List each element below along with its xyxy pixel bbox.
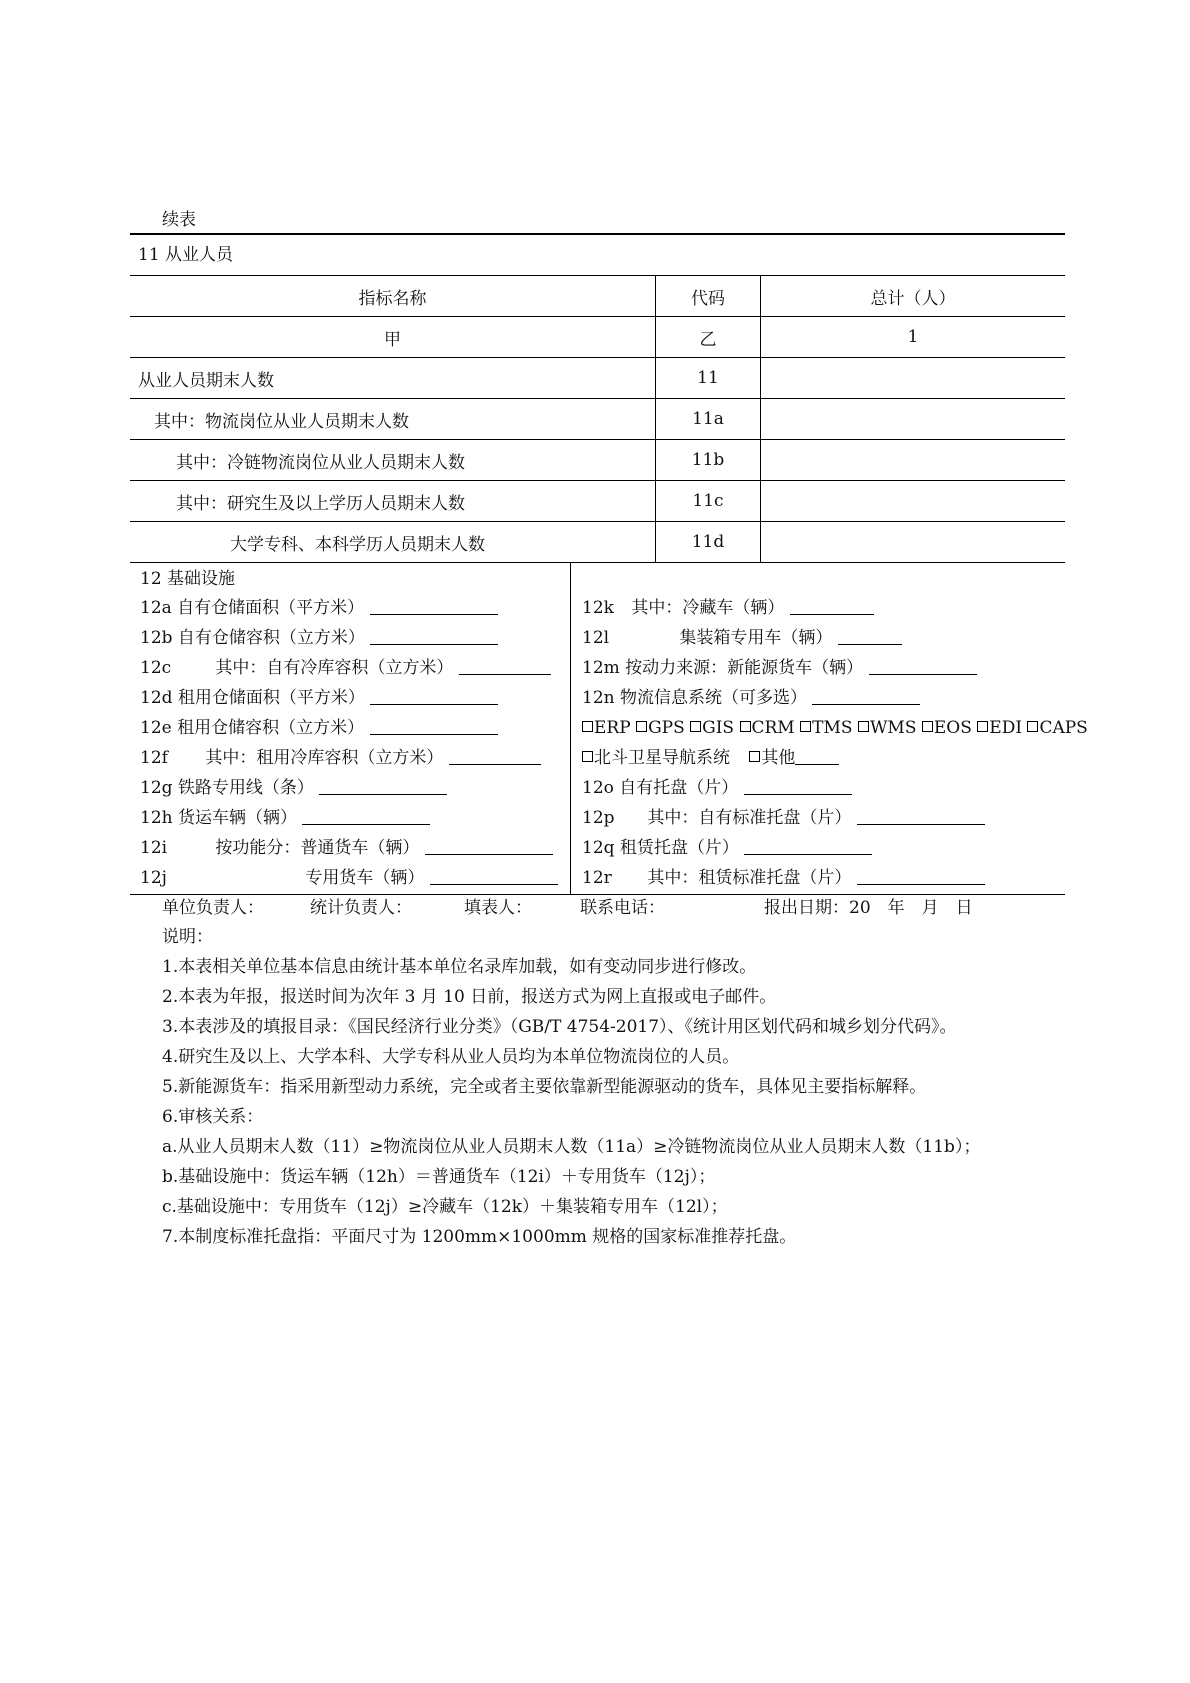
- field-code: 12q: [582, 838, 615, 858]
- note-item: 5.新能源货车：指采用新型动力系统，完全或者主要依靠新型能源驱动的货车，具体见主要指标解释。: [162, 1077, 927, 1097]
- field-12f-input[interactable]: [449, 746, 541, 765]
- table-subheader-row: [130, 317, 1065, 358]
- field-label: 自有仓储面积（平方米）: [177, 598, 365, 618]
- field-12a: [140, 593, 565, 623]
- infrastructure-right-column: [582, 593, 1088, 893]
- field-12r: [582, 863, 1062, 893]
- note-item: 1.本表相关单位基本信息由统计基本单位名录库加载，如有变动同步进行修改。: [162, 957, 757, 977]
- field-code: 12h: [140, 808, 173, 828]
- field-code: 12f: [140, 748, 168, 768]
- field-label: 物流信息系统（可多选）: [620, 688, 807, 708]
- field-12g: [140, 773, 565, 803]
- row-name: 其中：物流岗位从业人员期末人数: [130, 399, 656, 440]
- table-row: [130, 481, 1065, 522]
- option-eos[interactable]: EOS: [922, 718, 972, 738]
- field-label: 按功能分：普通货车（辆）: [215, 838, 420, 858]
- column-divider: [570, 563, 571, 894]
- checkbox-icon: [582, 751, 593, 762]
- field-label: 按动力来源：新能源货车（辆）: [625, 658, 864, 678]
- checkbox-icon: [800, 721, 811, 732]
- option-caps[interactable]: CAPS: [1027, 718, 1087, 738]
- field-12m-input[interactable]: [869, 656, 977, 675]
- field-code: 12m: [582, 658, 620, 678]
- note-item: 6.审核关系：: [162, 1107, 264, 1127]
- row-name: 大学专科、本科学历人员期末人数: [130, 522, 656, 563]
- field-code: 12i: [140, 838, 168, 858]
- phone-label: 联系电话：: [580, 898, 665, 918]
- field-12o-input[interactable]: [744, 776, 852, 795]
- header-code: 代码: [656, 276, 761, 317]
- subheader-name: 甲: [130, 317, 656, 358]
- field-12g-input[interactable]: [319, 776, 447, 795]
- field-12n: [582, 683, 1062, 713]
- table-row: [130, 358, 1065, 399]
- field-12j: [140, 863, 565, 893]
- field-code: 12p: [582, 808, 615, 828]
- note-item: 4.研究生及以上、大学本科、大学专科从业人员均为本单位物流岗位的人员。: [162, 1047, 740, 1067]
- field-label: 租赁托盘（片）: [619, 838, 739, 858]
- field-12c: [140, 653, 565, 683]
- checkbox-icon: [749, 751, 760, 762]
- employees-table: [130, 276, 1065, 563]
- checkbox-icon: [690, 721, 701, 732]
- header-total: 总计（人）: [761, 276, 1066, 317]
- section-12: [130, 563, 1088, 895]
- row-total-cell[interactable]: [761, 522, 1066, 563]
- field-label: 其中：自有标准托盘（片）: [647, 808, 852, 828]
- row-code: 11a: [656, 399, 761, 440]
- infrastructure-left-column: [140, 593, 565, 893]
- note-item: c.基础设施中：专用货车（12j）≥冷藏车（12k）＋集装箱专用车（12l）；: [162, 1197, 728, 1217]
- field-code: 12a: [140, 598, 172, 618]
- field-12h-input[interactable]: [302, 806, 430, 825]
- option-edi[interactable]: EDI: [977, 718, 1022, 738]
- field-12f: [140, 743, 565, 773]
- table-row: [130, 399, 1065, 440]
- field-12e-input[interactable]: [370, 716, 498, 735]
- header-name: 指标名称: [130, 276, 656, 317]
- filler-label: 填表人：: [464, 898, 532, 918]
- option-erp[interactable]: ERP: [582, 718, 631, 738]
- field-12d-input[interactable]: [370, 686, 498, 705]
- row-total-cell[interactable]: [761, 358, 1066, 399]
- row-total-cell[interactable]: [761, 399, 1066, 440]
- field-label: 租用仓储面积（平方米）: [177, 688, 365, 708]
- note-item: 3.本表涉及的填报目录：《国民经济行业分类》（GB/T 4754-2017）、《统计用区划代码和城乡划分代码》。: [162, 1017, 957, 1037]
- field-12r-input[interactable]: [857, 866, 985, 885]
- field-label: 集装箱专用车（辆）: [679, 628, 833, 648]
- field-12i: [140, 833, 565, 863]
- option-gps[interactable]: GPS: [636, 718, 685, 738]
- field-label: 铁路专用线（条）: [177, 778, 314, 798]
- row-name: 从业人员期末人数: [130, 358, 656, 399]
- field-code: 12n: [582, 688, 615, 708]
- signature-row: [162, 893, 1062, 923]
- unit-head-label: 单位负责人：: [162, 898, 264, 918]
- field-12q: [582, 833, 1062, 863]
- systems-options-row-1: [582, 713, 1088, 743]
- notes-title: 说明：: [162, 927, 213, 947]
- row-code: 11d: [656, 522, 761, 563]
- row-total-cell[interactable]: [761, 481, 1066, 522]
- field-label: 租用仓储容积（立方米）: [177, 718, 365, 738]
- field-label: 其中：租赁标准托盘（片）: [647, 868, 852, 888]
- field-12p-input[interactable]: [857, 806, 985, 825]
- table-header-row: [130, 276, 1065, 317]
- field-12p: [582, 803, 1062, 833]
- field-label: 其中：冷藏车（辆）: [631, 598, 785, 618]
- section-11-title: 11 从业人员: [130, 235, 1065, 276]
- field-12q-input[interactable]: [744, 836, 872, 855]
- section-12-title: 12 基础设施: [140, 569, 236, 589]
- note-item: 2.本表为年报，报送时间为次年 3 月 10 日前，报送方式为网上直报或电子邮件。: [162, 987, 777, 1007]
- field-12l: [582, 623, 1062, 653]
- option-other-input[interactable]: [795, 746, 839, 765]
- subheader-total: 1: [761, 317, 1066, 358]
- checkbox-icon: [582, 721, 593, 732]
- systems-options-row-2: [582, 743, 1062, 773]
- field-code: 12d: [140, 688, 173, 708]
- field-12o: [582, 773, 1062, 803]
- continued-label: 续表: [162, 210, 196, 230]
- stat-head-label: 统计负责人：: [310, 898, 412, 918]
- field-code: 12j: [140, 868, 167, 888]
- field-code: 12r: [582, 868, 612, 888]
- field-12k-input[interactable]: [790, 596, 874, 615]
- row-total-cell[interactable]: [761, 440, 1066, 481]
- note-item: 7.本制度标准托盘指：平面尺寸为 1200mm×1000mm 规格的国家标准推荐托盘。: [162, 1227, 797, 1247]
- field-code: 12e: [140, 718, 172, 738]
- field-12j-input[interactable]: [430, 866, 558, 885]
- option-wms[interactable]: WMS: [858, 718, 917, 738]
- field-12d: [140, 683, 565, 713]
- field-12c-input[interactable]: [459, 656, 551, 675]
- checkbox-icon: [858, 721, 869, 732]
- field-12i-input[interactable]: [425, 836, 553, 855]
- note-item: a.从业人员期末人数（11）≥物流岗位从业人员期末人数（11a）≥冷链物流岗位从业人员期末人数（11b）；: [162, 1137, 981, 1157]
- notes-section: [162, 922, 1082, 1252]
- field-12e: [140, 713, 565, 743]
- field-12k: [582, 593, 1062, 623]
- row-code: 11: [656, 358, 761, 399]
- checkbox-icon: [1027, 721, 1038, 732]
- field-12l-input[interactable]: [838, 626, 902, 645]
- checkbox-icon: [636, 721, 647, 732]
- row-code: 11c: [656, 481, 761, 522]
- option-other[interactable]: 其他: [749, 748, 839, 768]
- field-label: 专用货车（辆）: [305, 868, 425, 888]
- field-code: 12g: [140, 778, 173, 798]
- checkbox-icon: [740, 721, 751, 732]
- option-beidou[interactable]: 北斗卫星导航系统: [582, 748, 730, 768]
- subheader-code: 乙: [656, 317, 761, 358]
- checkbox-icon: [922, 721, 933, 732]
- field-12n-input[interactable]: [812, 686, 920, 705]
- field-code: 12k: [582, 598, 614, 618]
- row-code: 11b: [656, 440, 761, 481]
- note-item: b.基础设施中：货运车辆（12h）＝普通货车（12i）＋专用货车（12j）；: [162, 1167, 716, 1187]
- field-code: 12l: [582, 628, 610, 648]
- field-label: 其中：租用冷库容积（立方米）: [205, 748, 444, 768]
- row-name: 其中：研究生及以上学历人员期末人数: [130, 481, 656, 522]
- field-12h: [140, 803, 565, 833]
- option-crm[interactable]: CRM: [740, 718, 795, 738]
- report-date-label: 报出日期：20 年 月 日: [764, 898, 973, 918]
- field-12a-input[interactable]: [370, 596, 498, 615]
- field-code: 12c: [140, 658, 172, 678]
- field-label: 其中：自有冷库容积（立方米）: [215, 658, 454, 678]
- form-frame: [130, 233, 1088, 895]
- row-name: 其中：冷链物流岗位从业人员期末人数: [130, 440, 656, 481]
- field-12b: [140, 623, 565, 653]
- field-label: 自有仓储容积（立方米）: [177, 628, 365, 648]
- field-label: 自有托盘（片）: [619, 778, 739, 798]
- option-tms[interactable]: TMS: [800, 718, 852, 738]
- option-gis[interactable]: GIS: [690, 718, 734, 738]
- table-row: [130, 522, 1065, 563]
- field-code: 12b: [140, 628, 173, 648]
- table-row: [130, 440, 1065, 481]
- checkbox-icon: [977, 721, 988, 732]
- field-code: 12o: [582, 778, 614, 798]
- field-12m: [582, 653, 1062, 683]
- field-label: 货运车辆（辆）: [178, 808, 297, 828]
- field-12b-input[interactable]: [370, 626, 498, 645]
